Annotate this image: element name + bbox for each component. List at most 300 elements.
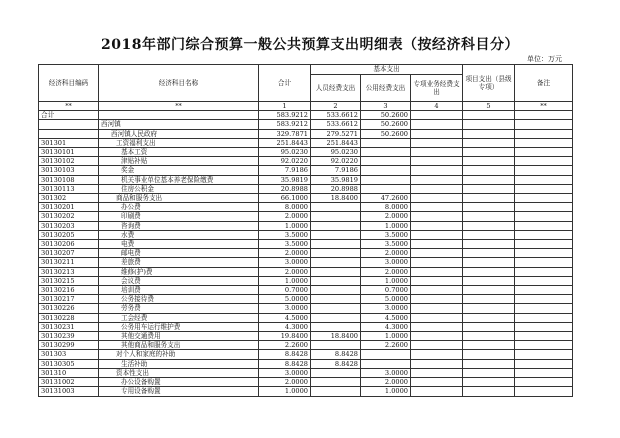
cell-name: 商品和服务支出 — [99, 194, 259, 203]
cell-code: 301302 — [39, 194, 99, 203]
cell-code: 30130103 — [39, 166, 99, 175]
cell-personnel: 8.8428 — [311, 350, 361, 359]
index-cell: 2 — [311, 102, 361, 111]
cell-project — [463, 221, 515, 230]
cell-name: 奖金 — [99, 166, 259, 175]
cell-project — [463, 332, 515, 341]
cell-name: 培训费 — [99, 286, 259, 295]
cell-remark — [515, 203, 573, 212]
cell-project — [463, 111, 515, 120]
cell-public: 5.0000 — [361, 295, 411, 304]
cell-project — [463, 148, 515, 157]
cell-public: 0.7000 — [361, 286, 411, 295]
cell-remark — [515, 138, 573, 147]
cell-project — [463, 313, 515, 322]
cell-name: 其他交通费用 — [99, 332, 259, 341]
cell-remark — [515, 240, 573, 249]
cell-public: 3.0000 — [361, 304, 411, 313]
cell-remark — [515, 148, 573, 157]
cell-total: 1.0000 — [259, 276, 311, 285]
header-personnel: 人员经费支出 — [311, 75, 361, 102]
table-row — [39, 286, 573, 295]
cell-code: 30130108 — [39, 175, 99, 184]
cell-personnel — [311, 212, 361, 221]
cell-public — [361, 359, 411, 368]
cell-name: 印刷费 — [99, 212, 259, 221]
cell-project — [463, 175, 515, 184]
cell-public: 1.0000 — [361, 276, 411, 285]
cell-name: 其他商品和服务支出 — [99, 341, 259, 350]
cell-project — [463, 341, 515, 350]
cell-code — [39, 120, 99, 129]
cell-project — [463, 194, 515, 203]
cell-project — [463, 258, 515, 267]
table-row — [39, 157, 573, 166]
cell-code: 30130226 — [39, 304, 99, 313]
cell-personnel — [311, 378, 361, 387]
cell-project — [463, 378, 515, 387]
cell-personnel — [311, 341, 361, 350]
cell-personnel — [311, 249, 361, 258]
cell-personnel: 18.8400 — [311, 194, 361, 203]
cell-public: 4.3000 — [361, 322, 411, 331]
table-row — [39, 387, 573, 396]
cell-special — [411, 322, 463, 331]
table-row — [39, 194, 573, 203]
cell-special — [411, 368, 463, 377]
cell-code — [39, 129, 99, 138]
cell-total: 1.0000 — [259, 387, 311, 396]
cell-public: 1.0000 — [361, 332, 411, 341]
index-cell: 1 — [259, 102, 311, 111]
cell-name: 维修(护)费 — [99, 267, 259, 276]
cell-special — [411, 175, 463, 184]
cell-public: 2.0000 — [361, 267, 411, 276]
table-row — [39, 221, 573, 230]
cell-public — [361, 175, 411, 184]
cell-total: 92.0220 — [259, 157, 311, 166]
table-row — [39, 148, 573, 157]
cell-code: 30130207 — [39, 249, 99, 258]
cell-code: 30130231 — [39, 322, 99, 331]
cell-remark — [515, 212, 573, 221]
cell-code: 30130205 — [39, 230, 99, 239]
cell-personnel — [311, 203, 361, 212]
table-row — [39, 267, 573, 276]
table-row — [39, 332, 573, 341]
cell-total: 3.5000 — [259, 230, 311, 239]
cell-total: 583.9212 — [259, 111, 311, 120]
table-row — [39, 359, 573, 368]
cell-remark — [515, 175, 573, 184]
table-row — [39, 350, 573, 359]
cell-name: 津贴补贴 — [99, 157, 259, 166]
cell-name: 对个人和家庭的补助 — [99, 350, 259, 359]
cell-special — [411, 148, 463, 157]
cell-remark — [515, 258, 573, 267]
cell-project — [463, 350, 515, 359]
cell-special — [411, 221, 463, 230]
cell-code: 30130216 — [39, 286, 99, 295]
header-basic: 基本支出 — [311, 65, 463, 75]
cell-name: 电费 — [99, 240, 259, 249]
cell-name: 机关事业单位基本养老保险缴费 — [99, 175, 259, 184]
cell-code: 30130217 — [39, 295, 99, 304]
cell-personnel: 8.8428 — [311, 359, 361, 368]
cell-special — [411, 313, 463, 322]
header-total: 合计 — [259, 65, 311, 102]
cell-remark — [515, 166, 573, 175]
table-row — [39, 322, 573, 331]
page-title: 2018年部门综合预算一般公共预算支出明细表（按经济科目分） — [101, 37, 519, 53]
cell-name: 工会经费 — [99, 313, 259, 322]
cell-name: 水费 — [99, 230, 259, 239]
cell-code: 30130113 — [39, 184, 99, 193]
table-row — [39, 166, 573, 175]
cell-personnel: 533.6612 — [311, 120, 361, 129]
index-cell: 4 — [411, 102, 463, 111]
cell-project — [463, 138, 515, 147]
cell-code: 30130299 — [39, 341, 99, 350]
cell-personnel: 279.5271 — [311, 129, 361, 138]
cell-public: 3.5000 — [361, 240, 411, 249]
cell-personnel: 7.9186 — [311, 166, 361, 175]
cell-project — [463, 249, 515, 258]
cell-remark — [515, 221, 573, 230]
cell-project — [463, 276, 515, 285]
cell-total: 66.1000 — [259, 194, 311, 203]
cell-remark — [515, 322, 573, 331]
cell-project — [463, 304, 515, 313]
cell-remark — [515, 111, 573, 120]
cell-total: 7.9186 — [259, 166, 311, 175]
cell-name: 邮电费 — [99, 249, 259, 258]
cell-total: 8.0000 — [259, 203, 311, 212]
cell-public: 2.0000 — [361, 212, 411, 221]
cell-personnel — [311, 368, 361, 377]
cell-public — [361, 138, 411, 147]
cell-code: 30130239 — [39, 332, 99, 341]
index-cell: ** — [99, 102, 259, 111]
table-row — [39, 249, 573, 258]
cell-public: 3.5000 — [361, 230, 411, 239]
header-public: 公用经费支出 — [361, 75, 411, 102]
index-cell: ** — [515, 102, 573, 111]
cell-special — [411, 240, 463, 249]
header-project: 项目支出（县级专项） — [463, 65, 515, 102]
cell-personnel — [311, 258, 361, 267]
cell-special — [411, 120, 463, 129]
table-row — [39, 378, 573, 387]
cell-public: 2.0000 — [361, 249, 411, 258]
cell-public: 47.2600 — [361, 194, 411, 203]
table-row — [39, 240, 573, 249]
cell-code: 合计 — [39, 111, 99, 120]
table-row — [39, 258, 573, 267]
cell-personnel — [311, 304, 361, 313]
cell-name: 专用设备购置 — [99, 387, 259, 396]
cell-remark — [515, 378, 573, 387]
index-row — [39, 102, 573, 111]
cell-total: 251.8443 — [259, 138, 311, 147]
cell-personnel: 251.8443 — [311, 138, 361, 147]
cell-code: 30130201 — [39, 203, 99, 212]
index-cell: 3 — [361, 102, 411, 111]
cell-code: 30130203 — [39, 221, 99, 230]
cell-public: 50.2600 — [361, 120, 411, 129]
cell-remark — [515, 129, 573, 138]
cell-special — [411, 203, 463, 212]
cell-name: 办公费 — [99, 203, 259, 212]
cell-special — [411, 129, 463, 138]
cell-project — [463, 230, 515, 239]
cell-remark — [515, 295, 573, 304]
cell-special — [411, 378, 463, 387]
cell-project — [463, 184, 515, 193]
cell-project — [463, 368, 515, 377]
header-name: 经济科目名称 — [99, 65, 259, 102]
table-row — [39, 304, 573, 313]
cell-special — [411, 230, 463, 239]
cell-code: 301310 — [39, 368, 99, 377]
cell-personnel: 533.6612 — [311, 111, 361, 120]
cell-project — [463, 267, 515, 276]
cell-remark — [515, 350, 573, 359]
budget-table — [38, 64, 573, 397]
cell-name: 咨询费 — [99, 221, 259, 230]
cell-total: 95.0230 — [259, 148, 311, 157]
cell-total: 8.8428 — [259, 350, 311, 359]
cell-personnel — [311, 387, 361, 396]
cell-public — [361, 184, 411, 193]
cell-name — [99, 111, 259, 120]
cell-total: 2.0000 — [259, 267, 311, 276]
cell-code: 30130228 — [39, 313, 99, 322]
table-row — [39, 212, 573, 221]
cell-special — [411, 258, 463, 267]
header-code: 经济科目编码 — [39, 65, 99, 102]
cell-code: 30130211 — [39, 258, 99, 267]
cell-total: 329.7871 — [259, 129, 311, 138]
cell-name: 公务用车运行维护费 — [99, 322, 259, 331]
cell-remark — [515, 267, 573, 276]
table-row — [39, 230, 573, 239]
cell-personnel — [311, 313, 361, 322]
cell-code: 301301 — [39, 138, 99, 147]
cell-name: 资本性支出 — [99, 368, 259, 377]
cell-total: 20.8988 — [259, 184, 311, 193]
cell-name: 公务接待费 — [99, 295, 259, 304]
table-body — [39, 111, 573, 396]
cell-total: 3.0000 — [259, 304, 311, 313]
cell-personnel — [311, 322, 361, 331]
cell-code: 30130215 — [39, 276, 99, 285]
table-row — [39, 295, 573, 304]
table-row — [39, 111, 573, 120]
header-special: 专项业务经费支出 — [411, 75, 463, 102]
cell-special — [411, 111, 463, 120]
cell-remark — [515, 304, 573, 313]
cell-name: 办公设备购置 — [99, 378, 259, 387]
cell-total: 3.0000 — [259, 258, 311, 267]
table-row — [39, 120, 573, 129]
cell-code: 30130213 — [39, 267, 99, 276]
cell-remark — [515, 120, 573, 129]
cell-public: 2.2600 — [361, 341, 411, 350]
cell-total: 2.0000 — [259, 212, 311, 221]
cell-total: 8.8428 — [259, 359, 311, 368]
cell-project — [463, 359, 515, 368]
cell-special — [411, 212, 463, 221]
index-cell: 5 — [463, 102, 515, 111]
cell-project — [463, 166, 515, 175]
cell-remark — [515, 368, 573, 377]
cell-special — [411, 295, 463, 304]
cell-remark — [515, 184, 573, 193]
cell-remark — [515, 359, 573, 368]
cell-special — [411, 350, 463, 359]
cell-personnel: 18.8400 — [311, 332, 361, 341]
unit-label: 单位：万元 — [527, 55, 562, 63]
cell-total: 1.0000 — [259, 221, 311, 230]
index-cell: ** — [39, 102, 99, 111]
cell-remark — [515, 194, 573, 203]
cell-total: 5.0000 — [259, 295, 311, 304]
cell-public: 8.0000 — [361, 203, 411, 212]
cell-project — [463, 212, 515, 221]
cell-special — [411, 184, 463, 193]
table-row — [39, 203, 573, 212]
cell-project — [463, 295, 515, 304]
table-row — [39, 129, 573, 138]
cell-personnel — [311, 295, 361, 304]
cell-remark — [515, 332, 573, 341]
cell-name: 生活补助 — [99, 359, 259, 368]
cell-project — [463, 157, 515, 166]
cell-name: 住房公积金 — [99, 184, 259, 193]
cell-special — [411, 138, 463, 147]
cell-public — [361, 157, 411, 166]
cell-name: 西河镇人民政府 — [99, 129, 259, 138]
cell-public: 3.0000 — [361, 368, 411, 377]
cell-public: 3.0000 — [361, 258, 411, 267]
cell-remark — [515, 341, 573, 350]
table-row — [39, 341, 573, 350]
cell-project — [463, 203, 515, 212]
cell-special — [411, 341, 463, 350]
cell-remark — [515, 157, 573, 166]
cell-public: 1.0000 — [361, 221, 411, 230]
cell-remark — [515, 387, 573, 396]
cell-total: 2.0000 — [259, 378, 311, 387]
cell-code: 30130202 — [39, 212, 99, 221]
cell-personnel — [311, 276, 361, 285]
table-row — [39, 276, 573, 285]
cell-personnel — [311, 221, 361, 230]
cell-name: 劳务费 — [99, 304, 259, 313]
cell-project — [463, 286, 515, 295]
cell-public — [361, 148, 411, 157]
table-row — [39, 313, 573, 322]
cell-total: 0.7000 — [259, 286, 311, 295]
cell-personnel — [311, 267, 361, 276]
cell-total: 4.5000 — [259, 313, 311, 322]
cell-total: 19.8400 — [259, 332, 311, 341]
cell-name: 基本工资 — [99, 148, 259, 157]
cell-name: 差旅费 — [99, 258, 259, 267]
cell-code: 30130102 — [39, 157, 99, 166]
cell-special — [411, 267, 463, 276]
cell-name: 西河镇 — [99, 120, 259, 129]
cell-total: 3.0000 — [259, 368, 311, 377]
cell-project — [463, 120, 515, 129]
cell-total: 2.2600 — [259, 341, 311, 350]
cell-total: 2.0000 — [259, 249, 311, 258]
cell-special — [411, 387, 463, 396]
cell-personnel — [311, 286, 361, 295]
cell-special — [411, 166, 463, 175]
cell-public: 4.5000 — [361, 313, 411, 322]
cell-total: 3.5000 — [259, 240, 311, 249]
cell-public: 50.2600 — [361, 129, 411, 138]
cell-personnel: 20.8988 — [311, 184, 361, 193]
cell-code: 30130101 — [39, 148, 99, 157]
cell-public — [361, 166, 411, 175]
cell-remark — [515, 249, 573, 258]
cell-personnel — [311, 240, 361, 249]
cell-public — [361, 350, 411, 359]
table-row — [39, 175, 573, 184]
cell-total: 583.9212 — [259, 120, 311, 129]
cell-name: 会议费 — [99, 276, 259, 285]
cell-total: 4.3000 — [259, 322, 311, 331]
cell-public: 1.0000 — [361, 387, 411, 396]
cell-total: 35.9819 — [259, 175, 311, 184]
cell-remark — [515, 276, 573, 285]
cell-public: 2.0000 — [361, 378, 411, 387]
cell-remark — [515, 230, 573, 239]
cell-special — [411, 249, 463, 258]
header-remark: 备注 — [515, 65, 573, 102]
cell-personnel: 35.9819 — [311, 175, 361, 184]
cell-special — [411, 194, 463, 203]
cell-project — [463, 240, 515, 249]
cell-code: 30131002 — [39, 378, 99, 387]
cell-special — [411, 332, 463, 341]
cell-project — [463, 322, 515, 331]
cell-code: 30130206 — [39, 240, 99, 249]
cell-name: 工资福利支出 — [99, 138, 259, 147]
table-row — [39, 184, 573, 193]
cell-personnel — [311, 230, 361, 239]
cell-code: 301303 — [39, 350, 99, 359]
cell-special — [411, 286, 463, 295]
cell-personnel: 95.0230 — [311, 148, 361, 157]
cell-remark — [515, 286, 573, 295]
cell-public: 50.2600 — [361, 111, 411, 120]
cell-code: 30131003 — [39, 387, 99, 396]
cell-project — [463, 387, 515, 396]
cell-project — [463, 129, 515, 138]
cell-special — [411, 157, 463, 166]
cell-special — [411, 359, 463, 368]
cell-remark — [515, 313, 573, 322]
cell-personnel: 92.0220 — [311, 157, 361, 166]
cell-code: 30130305 — [39, 359, 99, 368]
cell-special — [411, 276, 463, 285]
table-row — [39, 368, 573, 377]
table-row — [39, 138, 573, 147]
